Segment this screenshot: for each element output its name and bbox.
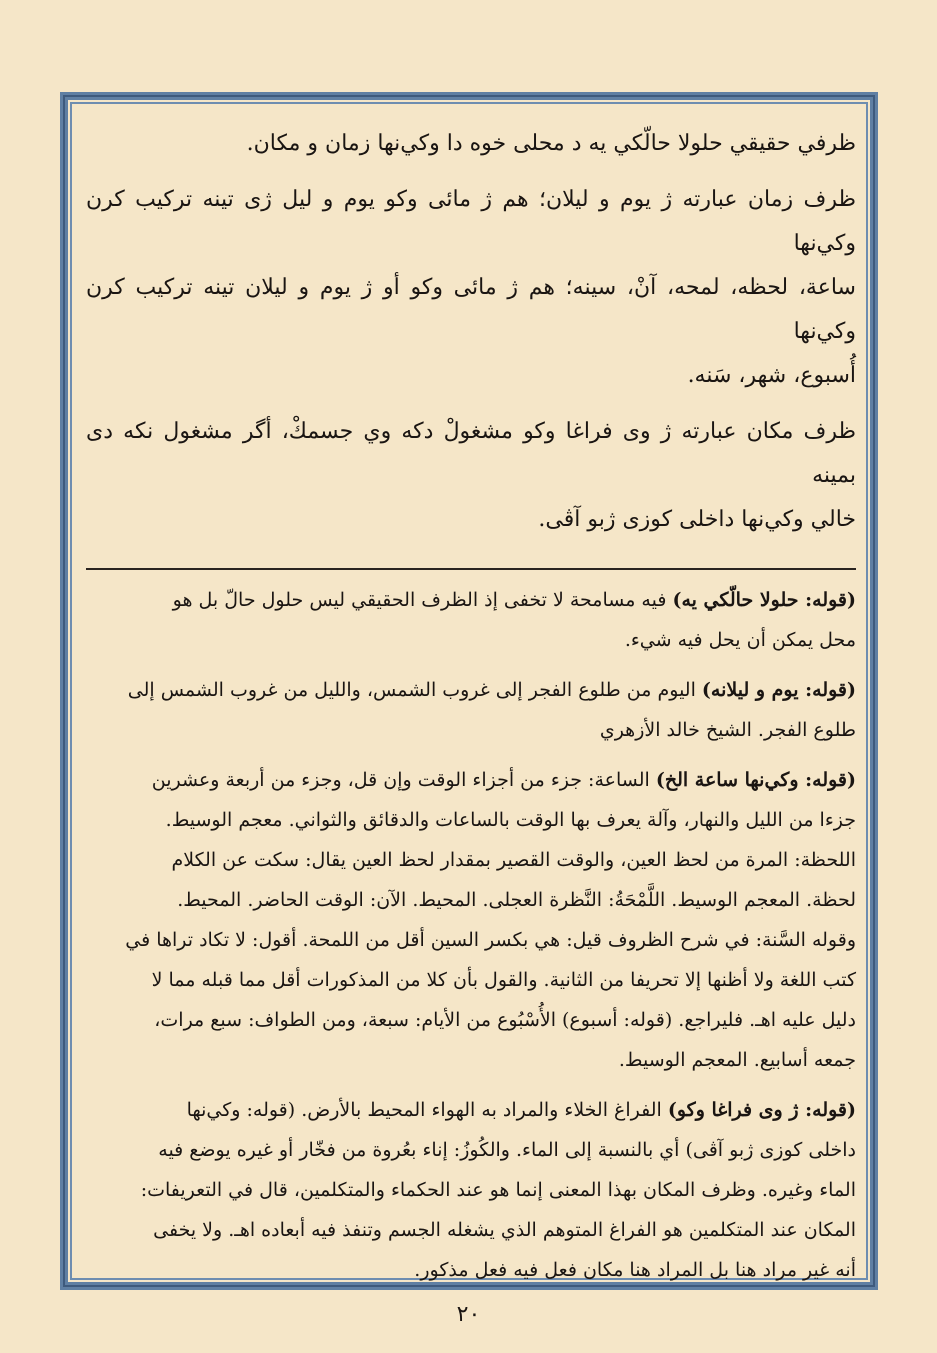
- footnote-text: وقوله السَّنة: في شرح الظروف قيل: هي بكسر السين أقل من اللمحة. أقول: لا تكاد تراها في: [125, 929, 856, 951]
- main-line: ساعة، لحظه، لمحه، آنْ، سينه؛ هم ژ مائى وكو أو ژ يوم و ليلان تينه تركيب كرن وكي‌نها: [86, 275, 856, 344]
- footnote-text: اليوم من طلوع الفجر إلى غروب الشمس، والليل من غروب الشمس إلى: [127, 679, 702, 701]
- footnote-text: لحظة. المعجم الوسيط. اللَّمْحَةُ: النَّظرة العجلى. المحيط. الآن: الوقت الحاضر. المحيط.: [177, 889, 856, 911]
- footnote-text: اللحظة: المرة من لحظ العين، والوقت القصير بمقدار لحظ العين يقال: سكت عن الكلام: [171, 849, 856, 871]
- main-line: ظرف زمان عبارته ژ يوم و ليلان؛ هم ژ مائى وكو يوم و ليل ژى تينه تركيب كرن وكي‌نها: [86, 187, 856, 256]
- main-paragraph-1: [86, 122, 856, 166]
- footnote-text: داخلى كوزى ژبو آڤى) أي بالنسبة إلى الماء. والكُوزُ: إناء بعُروة من فخّار أو غيره يوضع فيه: [158, 1139, 856, 1161]
- footnote-text: الساعة: جزء من أجزاء الوقت وإن قل، وجزء من أربعة وعشرين: [151, 769, 656, 791]
- footnote-1: [86, 580, 856, 660]
- footnote-text: دليل عليه اهـ. فليراجع. (قوله: أسبوع) الأُسْبُوع من الأيام: سبعة، ومن الطواف: سبع مرات،: [154, 1009, 856, 1031]
- footnote-text: جزءا من الليل والنهار، وآلة يعرف بها الوقت بالساعات والدقائق والثواني. معجم الوسيط.: [165, 809, 856, 831]
- main-line: خالي وكي‌نها داخلى كوزى ژبو آڤى.: [538, 507, 856, 532]
- footnote-text: طلوع الفجر. الشيخ خالد الأزهري: [599, 719, 856, 741]
- page-number: ٢٠: [456, 1302, 481, 1327]
- footnote-text: محل يمكن أن يحل فيه شيء.: [624, 629, 856, 651]
- footnote-label: (قوله: ژ وى فراغا وكو): [667, 1099, 856, 1121]
- footnote-3: [86, 760, 856, 1080]
- footnote-2: [86, 670, 856, 750]
- footnote-text: جمعه أسابيع. المعجم الوسيط.: [618, 1049, 856, 1071]
- footnote-text: أنه غير مراد هنا بل المراد هنا مكان فعل فيه فعل مذكور.: [414, 1259, 856, 1281]
- footnote-label: (قوله: يوم و ليلانه): [701, 679, 856, 701]
- footnote-text: فيه مسامحة لا تخفى إذ الظرف الحقيقي ليس حلول حالّ بل هو: [172, 589, 673, 611]
- footnote-text: الماء وغيره. وظرف المكان بهذا المعنى إنما هو عند الحكماء والمتكلمين، قال في التعريفات:: [140, 1179, 856, 1201]
- main-line: ظرف مكان عبارته ژ وى فراغا وكو مشغولْ دكه وي جسمكْ، أگر مشغول نكه دى بمينه: [86, 419, 856, 488]
- footnote-label: (قوله: حلولا حالّكي يه): [672, 589, 856, 611]
- main-paragraph-3: [86, 410, 856, 542]
- footnote-label: (قوله: وكي‌نها ساعة الخ): [655, 769, 856, 791]
- footnote-text: كتب اللغة ولا أظنها إلا تحريفا من الثانية. والقول بأن كلا من المذكورات أقل مما قبله مما لا: [151, 969, 856, 991]
- main-paragraph-2: [86, 178, 856, 398]
- main-text: [86, 122, 856, 542]
- footnotes: [86, 580, 856, 1290]
- footnote-4: [86, 1090, 856, 1290]
- main-line: ظرفي حقيقي حلولا حالّكي يه د محلى خوه دا وكي‌نها زمان و مكان.: [246, 131, 856, 156]
- footnote-text: المكان عند المتكلمين هو الفراغ المتوهم الذي يشغله الجسم وتنفذ فيه أبعاده اهـ. ولا يخفى: [153, 1219, 856, 1241]
- footnote-text: الفراغ الخلاء والمراد به الهواء المحيط بالأرض. (قوله: وكي‌نها: [186, 1099, 668, 1121]
- main-line: أُسبوع، شهر، سَنه.: [687, 363, 856, 388]
- footnote-divider: [86, 568, 856, 570]
- page-content: [86, 122, 856, 1281]
